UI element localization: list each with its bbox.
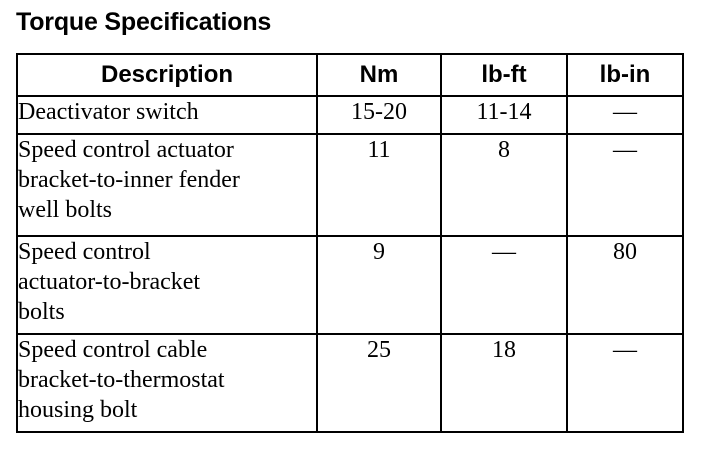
nm-cell: 15-20: [317, 96, 441, 134]
table-header-row: [17, 54, 683, 96]
lb-ft-cell: 18: [441, 334, 567, 432]
column-header-description: Description: [17, 54, 317, 96]
table-row: [17, 236, 683, 334]
description-cell: Speed control cable bracket-to-thermostat housing bolt: [17, 334, 317, 432]
torque-spec-table: [16, 53, 684, 433]
table-row: [17, 134, 683, 236]
lb-ft-cell: —: [441, 236, 567, 334]
lb-in-cell: 80: [567, 236, 683, 334]
lb-ft-cell: 8: [441, 134, 567, 236]
description-cell: Speed control actuator bracket-to-inner fender well bolts: [17, 134, 317, 236]
column-header-lb-ft: lb-ft: [441, 54, 567, 96]
page-title: Torque Specifications: [16, 8, 272, 36]
table-row: [17, 334, 683, 432]
description-cell: Deactivator switch: [17, 96, 317, 134]
description-cell: Speed control actuator-to-bracket bolts: [17, 236, 317, 334]
lb-in-cell: —: [567, 134, 683, 236]
nm-cell: 11: [317, 134, 441, 236]
nm-cell: 25: [317, 334, 441, 432]
lb-ft-cell: 11-14: [441, 96, 567, 134]
lb-in-cell: —: [567, 334, 683, 432]
lb-in-cell: —: [567, 96, 683, 134]
nm-cell: 9: [317, 236, 441, 334]
column-header-nm: Nm: [317, 54, 441, 96]
table-row: [17, 96, 683, 134]
column-header-lb-in: lb-in: [567, 54, 683, 96]
